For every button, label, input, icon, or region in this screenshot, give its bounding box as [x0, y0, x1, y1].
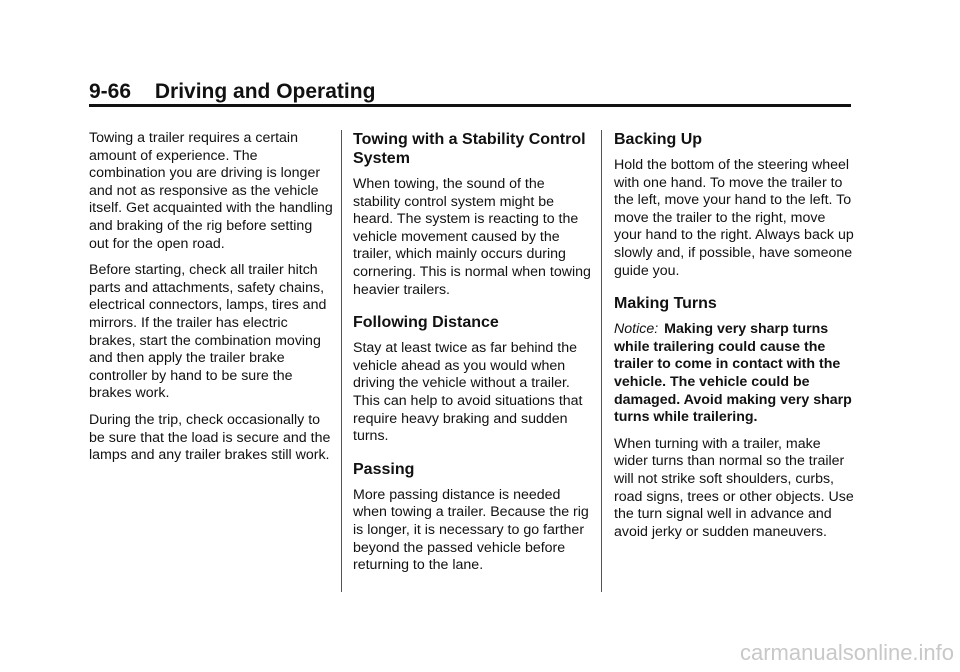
page-header	[89, 80, 375, 104]
paragraph: When towing, the sound of the stability control system might be heard. The system is reacting to the vehicle movement caused by the trailer, which mainly occurs during cornering. This is normal when towing heavier trailers.	[353, 176, 591, 298]
watermark: carmanualsonline.info	[740, 640, 955, 665]
heading-stability-control: Towing with a Stability Control System	[353, 131, 586, 167]
heading-backing-up: Backing Up	[614, 131, 703, 148]
column-2	[353, 130, 591, 584]
paragraph: Hold the bottom of the steering wheel with one hand. To move the trailer to the left, move your hand to the left. To move the trailer to the right, move your hand to the right. Always back up slowly and, if possible, have someone guide you.	[614, 157, 854, 279]
column-1	[89, 130, 333, 474]
page-number: 9-66	[89, 80, 132, 103]
paragraph: During the trip, check occasionally to be sure that the load is secure and the lamps and any trailer brakes still work.	[89, 411, 331, 464]
paragraph: Stay at least twice as far behind the vehicle ahead as you would when driving the vehicle without a trailer. This can help to avoid situations that require heavy braking and sudden turns.	[353, 340, 583, 445]
section-title: Driving and Operating	[154, 80, 376, 103]
paragraph: More passing distance is needed when towing a trailer. Because the rig is longer, it is necessary to go farther beyond the passed vehicle before returning to the lane.	[353, 486, 589, 574]
heading-passing: Passing	[353, 460, 415, 478]
notice-label: Notice:	[614, 321, 659, 338]
paragraph: When turning with a trailer, make wider turns than normal so the trailer will not strike soft shoulders, curbs, road signs, trees or other objects. Use the turn signal well in advance and avoid jerky or sudden maneuvers.	[614, 435, 854, 540]
heading-making-turns: Making Turns	[614, 295, 717, 313]
notice	[614, 321, 854, 427]
column-3	[614, 130, 854, 550]
heading-following-distance: Following Distance	[353, 314, 499, 332]
column-divider-1	[341, 130, 342, 592]
header-rule	[89, 104, 851, 107]
paragraph: Towing a trailer requires a certain amount of experience. The combination you are driving is longer and not as responsive as the vehicle itself. Get acquainted with the handling and braking of the rig before setting out for the open road.	[89, 130, 333, 252]
paragraph: Before starting, check all trailer hitch parts and attachments, safety chains, electrical connectors, lamps, tires and mirrors. If the trailer has electric brakes, start the combination moving and then apply the trailer brake controller by hand to be sure the brakes work.	[89, 262, 327, 402]
notice-text: Making very sharp turns while trailering could cause the trailer to come in contact with the vehicle. The vehicle could be damaged. Avoid making very sharp turns while trailering.	[614, 321, 852, 426]
column-divider-2	[601, 130, 602, 592]
